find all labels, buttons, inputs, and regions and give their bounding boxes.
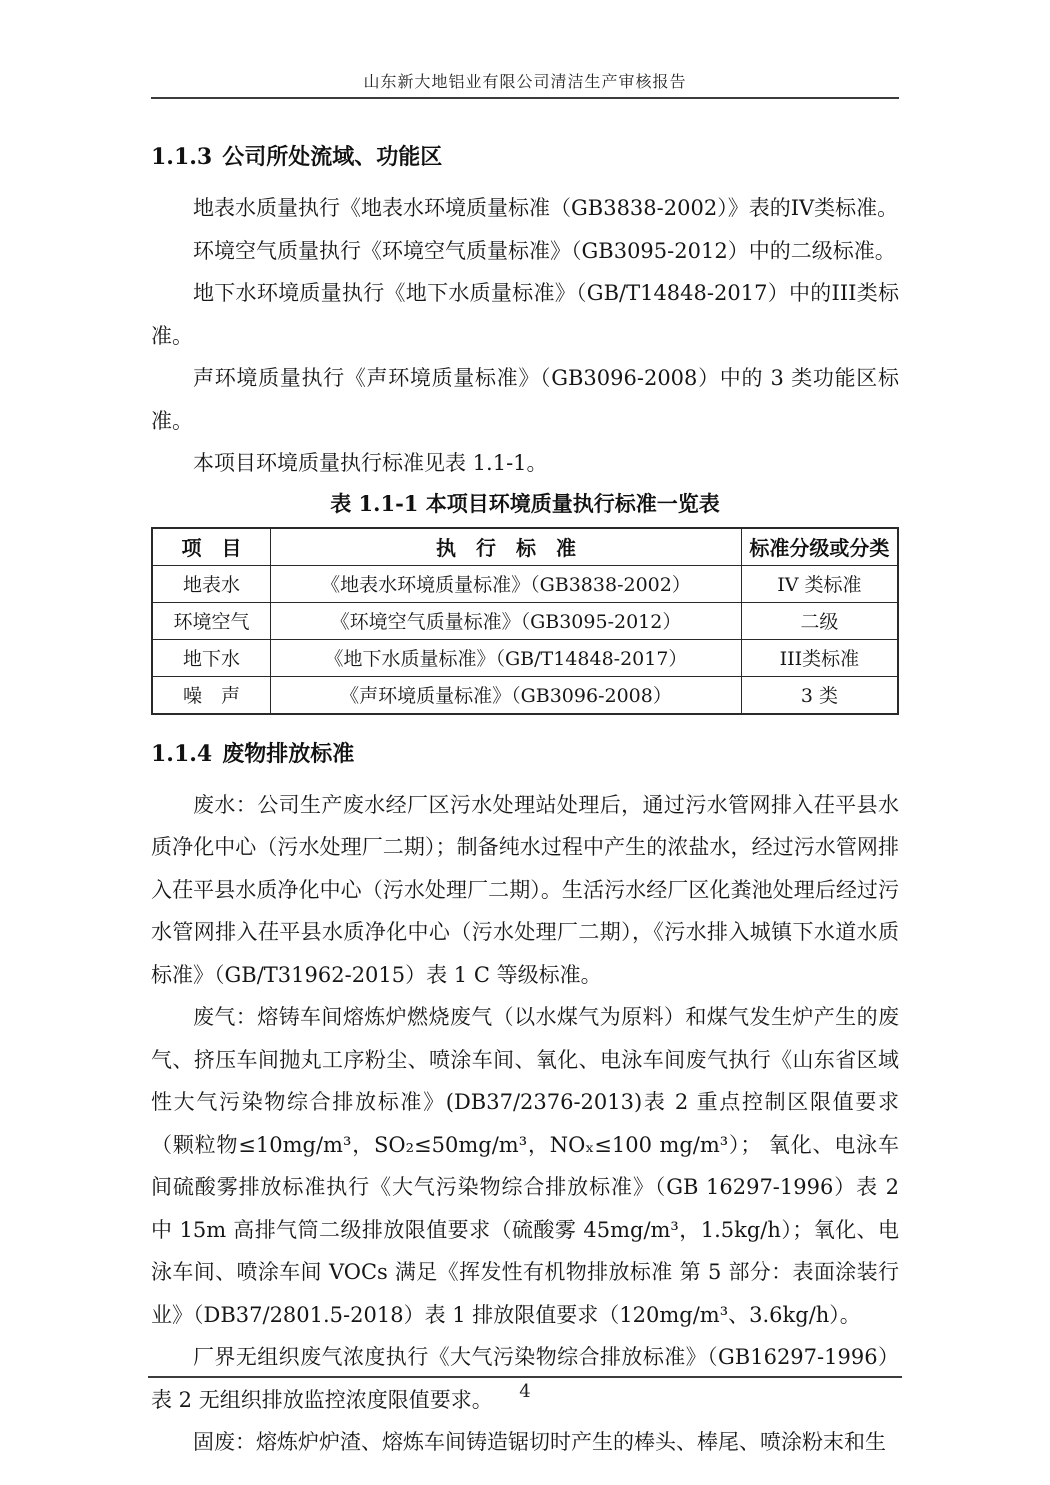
section-heading-1-1-4 [151,741,899,768]
table-cell: 地表水 [152,565,271,602]
header-rule [151,97,899,99]
paragraph-noise: 声环境质量执行《声环境质量标准》（GB3096-2008）中的 3 类功能区标准。 [151,366,899,433]
paragraph-groundwater: 地下水环境质量执行《地下水质量标准》（GB/T14848-2017）中的III类标准。 [151,281,899,348]
table-row [152,639,898,676]
table-row [152,676,898,714]
table-header-item: 项 目 [152,528,271,566]
table-row [152,602,898,639]
table-title: 表 1.1-1 本项目环境质量执行标准一览表 [330,490,720,516]
table-cell: 二级 [741,602,898,639]
section-1-1-3-paragraphs [151,187,899,485]
document-body [151,112,899,1464]
page-header [151,72,899,99]
paragraph-ambient-air: 环境空气质量执行《环境空气质量标准》（GB3095-2012）中的二级标准。 [193,238,896,263]
table-cell: 环境空气 [152,602,271,639]
paragraph-solid-waste: 固废：熔炼炉炉渣、熔炼车间铸造锯切时产生的棒头、棒尾、喷涂粉末和生 [193,1430,886,1454]
table-cell: 《声环境质量标准》（GB3096-2008） [271,676,742,714]
table-cell: 《地表水环境质量标准》（GB3838-2002） [271,565,742,602]
table-cell: 地下水 [152,639,271,676]
table-cell: III类标准 [741,639,898,676]
table-cell: 噪 声 [152,676,271,714]
table-row [152,565,898,602]
table-header-row [152,528,898,566]
paragraph-waste-gas: 废气：熔铸车间熔炼炉燃烧废气（以水煤气为原料）和煤气发生炉产生的废气、挤压车间抛丸工序粉尘、喷涂车间、氧化、电泳车间废气执行《山东省区域性大气污染物综合排放标准》(DB37/2376-2013)表 2 重点控制区限值要求（颗粒物≤10mg/m³，SO₂≤50mg/m³，NOₓ≤100 mg/m³）； 氧化、电泳车间硫酸雾排放标准执行《大气污染物综合排放标准》（GB 16297-1996）表 2 中 15m 高排气筒二级排放限值要求（硫酸雾 45mg/m³，1.5kg/h）；氧化、电泳车间、喷涂车间 VOCs 满足《挥发性有机物排放标准 第 5 部分：表面涂装行业》（DB37/2801.5-2018）表 1 排放限值要求（120mg/m³、3.6kg/h）。 [151,1005,899,1327]
page-footer [148,1376,902,1403]
paragraph-fugitive-emissions: 厂界无组织废气浓度执行《大气污染物综合排放标准》（GB16297-1996）表 2 无组织排放监控浓度限值要求。 [151,1345,899,1412]
table-cell: 《地下水质量标准》（GB/T14848-2017） [271,639,742,676]
paragraph-table-reference: 本项目环境质量执行标准见表 1.1-1。 [193,451,548,475]
footer-rule [148,1376,902,1378]
section-number: 1.1.3 [151,144,213,170]
table-header-standard: 执 行 标 准 [271,528,742,566]
page-number: 4 [519,1381,531,1402]
table-header-class: 标准分级或分类 [741,528,898,566]
environmental-standards-table [151,527,899,715]
paragraph-surface-water: 地表水质量执行《地表水环境质量标准（GB3838-2002）》表的IV类标准。 [193,196,899,220]
section-title: 废物排放标准 [222,740,355,767]
section-heading-1-1-3 [151,144,899,171]
table-cell: 《环境空气质量标准》（GB3095-2012） [271,602,742,639]
section-number: 1.1.4 [151,740,213,767]
paragraph-wastewater: 废水：公司生产废水经厂区污水处理站处理后，通过污水管网排入茌平县水质净化中心（污水处理厂二期）；制备纯水过程中产生的浓盐水，经过污水管网排入茌平县水质净化中心（污水处理厂二期）。生活污水经厂区化粪池处理后经过污水管网排入茌平县水质净化中心（污水处理厂二期），《污水排入城镇下水道水质标准》（GB/T31962-2015）表 1 C 等级标准。 [151,792,899,987]
section-title: 公司所处流域、功能区 [222,144,443,170]
table-cell: IV 类标准 [741,565,898,602]
header-title: 山东新大地铝业有限公司清洁生产审核报告 [363,72,687,91]
table-cell: 3 类 [741,676,898,714]
section-1-1-4-paragraphs [151,784,899,1464]
